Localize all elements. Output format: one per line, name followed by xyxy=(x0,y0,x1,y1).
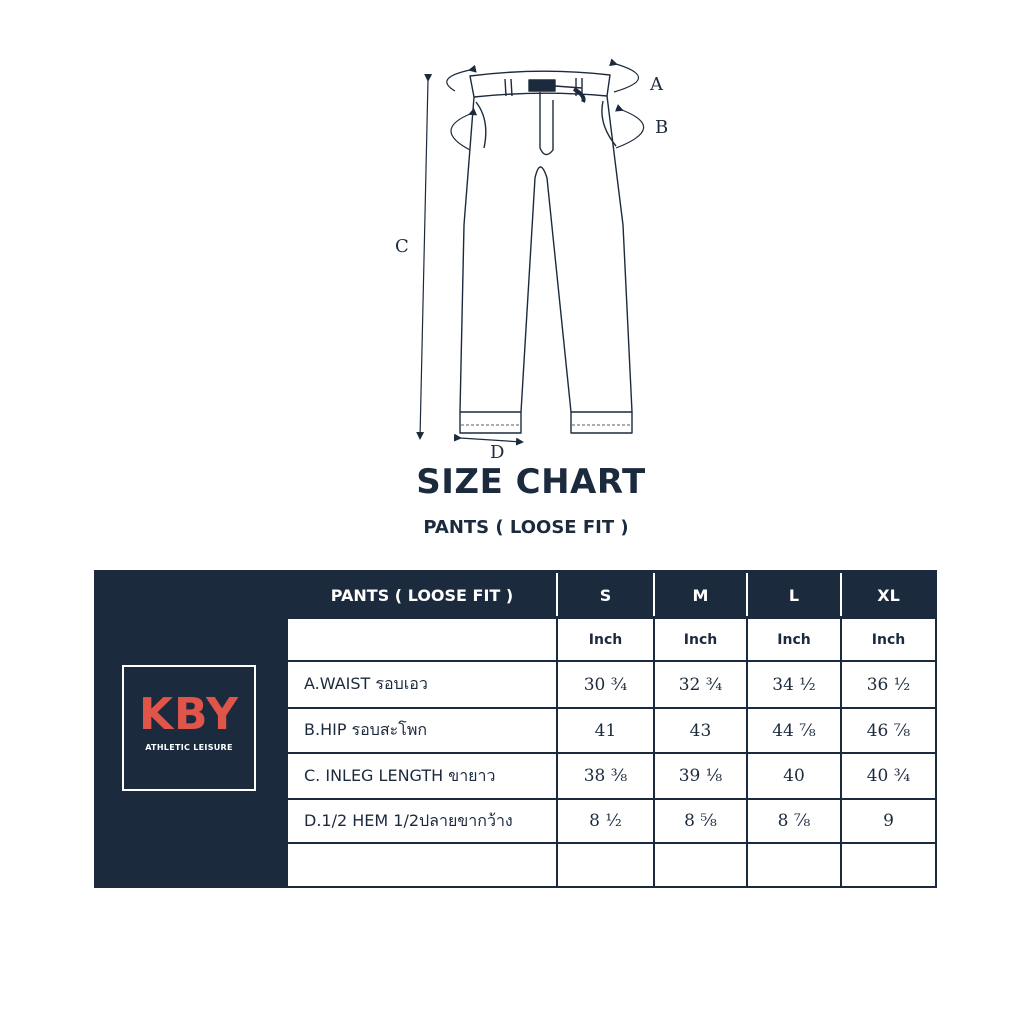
value-cell xyxy=(842,844,935,886)
brand-logo xyxy=(122,665,256,791)
unit-cell: Inch xyxy=(655,619,746,660)
row-label-hem: D.1/2 HEM 1/2ปลายขากว้าง xyxy=(288,800,556,842)
value-cell: 36 ¹⁄₂ xyxy=(842,662,935,707)
belt-buckle xyxy=(529,80,555,91)
row-label-empty xyxy=(288,844,556,886)
size-header-s: S xyxy=(599,586,612,605)
size-header-l: L xyxy=(788,586,800,605)
value-cell: 39 ¹⁄₈ xyxy=(655,754,746,798)
value-cell: 40 xyxy=(748,754,840,798)
label-c: C xyxy=(395,236,409,257)
row-label-hip: B.HIP รอบสะโพก xyxy=(288,709,556,752)
value-cell: 46 ⁷⁄₈ xyxy=(842,709,935,752)
value-cell xyxy=(748,844,840,886)
value-cell: 9 xyxy=(842,800,935,842)
value-cell: 32 ³⁄₄ xyxy=(655,662,746,707)
unit-cell: Inch xyxy=(842,619,935,660)
value-cell: 38 ³⁄₈ xyxy=(558,754,653,798)
value-cell: 34 ¹⁄₂ xyxy=(748,662,840,707)
table-cell-blank xyxy=(288,619,556,660)
value-cell: 8 ⁵⁄₈ xyxy=(655,800,746,842)
logo-wordmark: KBY xyxy=(138,689,240,740)
value-cell: 44 ⁷⁄₈ xyxy=(748,709,840,752)
waist-measure-arrow xyxy=(447,70,470,91)
value-cell: 8 ¹⁄₂ xyxy=(558,800,653,842)
label-d: D xyxy=(490,442,505,460)
inleg-measure-arrow xyxy=(420,80,428,438)
value-cell: 30 ³⁄₄ xyxy=(558,662,653,707)
table-header-label: PANTS ( LOOSE FIT ) xyxy=(330,586,514,605)
page-subtitle: PANTS ( LOOSE FIT ) xyxy=(423,517,629,538)
row-label-inleg: C. INLEG LENGTH ขายาว xyxy=(288,754,556,798)
value-cell: 8 ⁷⁄₈ xyxy=(748,800,840,842)
unit-cell: Inch xyxy=(748,619,840,660)
value-cell: 43 xyxy=(655,709,746,752)
label-b: B xyxy=(655,117,669,138)
label-a: A xyxy=(650,74,663,95)
row-label-waist: A.WAIST รอบเอว xyxy=(288,662,556,707)
value-cell: 41 xyxy=(558,709,653,752)
unit-cell: Inch xyxy=(558,619,653,660)
logo-tagline: ATHLETIC LEISURE xyxy=(145,743,233,752)
value-cell xyxy=(558,844,653,886)
size-header-xl: XL xyxy=(877,586,900,605)
value-cell xyxy=(655,844,746,886)
hip-measure-arrow xyxy=(451,114,470,150)
pants-outline xyxy=(460,96,632,412)
page-title: SIZE CHART xyxy=(416,462,646,502)
size-header-m: M xyxy=(692,586,709,605)
pants-diagram xyxy=(0,0,1024,460)
value-cell: 40 ³⁄₄ xyxy=(842,754,935,798)
